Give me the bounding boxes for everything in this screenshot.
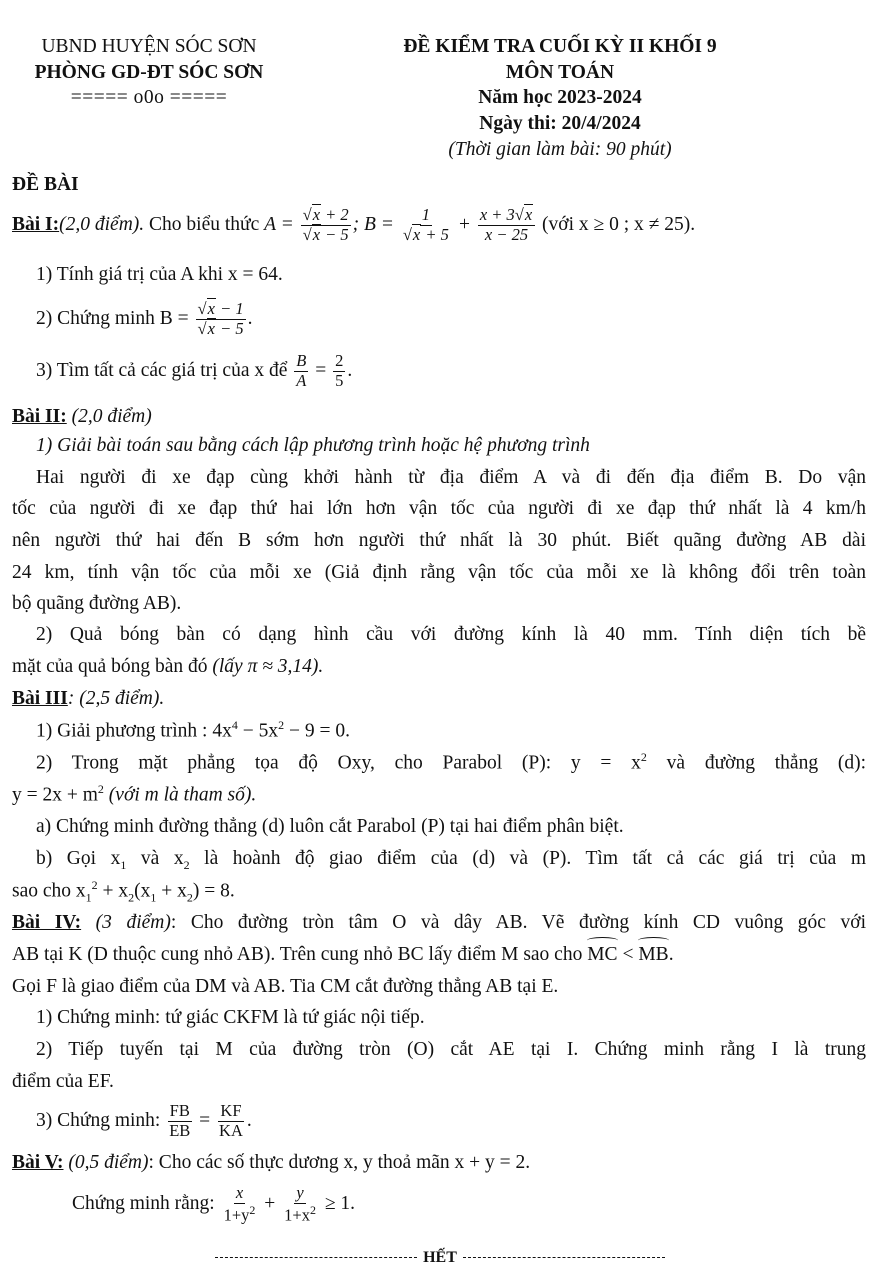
- bai4-p1: [12, 910, 866, 936]
- ratio-kf-ka: $\frac{KF}{KA}$: [219, 1101, 243, 1140]
- header-divider: ===== o0o =====: [70, 87, 228, 109]
- bai4-q3-text: 3) Chứng minh:: [36, 1109, 166, 1131]
- bai1-q2: 2) Chứng minh B = $\frac{√x - 1}{√x - 5}$ .: [36, 299, 253, 338]
- bai1-label: Bài I:: [12, 213, 60, 235]
- ratio-fb-eb: $\frac{FB}{EB}$: [169, 1101, 191, 1140]
- exam-title: ĐỀ KIỂM TRA CUỐI KỲ II KHỐI 9: [403, 36, 717, 57]
- bai4-label: Bài IV:: [12, 912, 82, 933]
- bai5-points: (0,5 điểm): [63, 1152, 149, 1173]
- bai3-q2a-end: và đường thẳng (d):: [646, 752, 866, 774]
- bai3-q2a: 2) Trong mặt phẳng tọa độ Oxy, cho Parabol (P): $y = x^2$ và đường thẳng (d):: [36, 750, 866, 774]
- ratio-b-a: $\frac{B}{A}$: [296, 351, 307, 390]
- formula-a: A = $\frac{√x + 2}{√x - 5}$ ; B = $\frac{1}{√x + 5}$ + $\frac{x + 3√x}{x - 25}$: [264, 214, 542, 235]
- district-name: UBND HUYỆN SÓC SƠN: [41, 36, 257, 57]
- bai4-p1-text: : Cho đường tròn tâm O và dây AB. Vẽ đường kính CD vuông góc với: [170, 912, 866, 933]
- school-header: [18, 34, 280, 111]
- bai3-q2a-text: 2) Trong mặt phẳng tọa độ Oxy, cho Parabol (P): y = x: [36, 752, 641, 774]
- bai2-q2b-text: mặt của quả bóng bàn đó: [12, 656, 213, 677]
- bai5-p2-text: Chứng minh rằng:: [72, 1193, 220, 1215]
- bai4-q1: 1) Chứng minh: tứ giác CKFM là tứ giác nội tiếp.: [36, 1007, 425, 1028]
- bai3-qb1-text: b) Gọi x: [36, 848, 121, 869]
- bai4-p3: Gọi F là giao điểm của DM và AB. Tia CM cắt đường thẳng AB tại E.: [12, 976, 559, 997]
- ratio-value: $\frac{2}{5}$: [335, 351, 344, 390]
- school-year: Năm học 2023-2024: [478, 87, 642, 109]
- bai3-heading: [12, 686, 866, 712]
- bai2-p3: nên người thứ hai đến B sớm hơn người thứ nhất là 30 phút. Biết quãng đường AB dài: [12, 530, 866, 551]
- bai4-p2: AB tại K (D thuộc cung nhỏ AB). Trên cung nhỏ BC lấy điểm M sao cho MC < MB.: [12, 942, 866, 968]
- section-title: ĐỀ BÀI: [12, 174, 79, 195]
- bai2-p5: bộ quãng đường AB).: [12, 593, 182, 614]
- bai5-label: Bài V:: [12, 1152, 64, 1173]
- bai4-p2-text: AB tại K (D thuộc cung nhỏ AB). Trên cung nhỏ BC lấy điểm M sao cho: [12, 944, 588, 965]
- bai4-q2b: điểm của EF.: [12, 1071, 114, 1092]
- bai3-qb2-text: sao cho x: [12, 880, 86, 902]
- bai4-q3: 3) Chứng minh: $\frac{FB}{EB}$ = $\frac{KF}{KA}$ .: [36, 1101, 252, 1140]
- bai3-points: : (2,5 điểm).: [67, 688, 165, 709]
- inequality-term-1: $\frac{x}{1+y^2}$: [223, 1183, 256, 1225]
- bai1-q3: 3) Tìm tất cả các giá trị của x để $\frac{B}{A}$ = $\frac{2}{5}$ .: [36, 351, 353, 390]
- bai5-p2: Chứng minh rằng: $\frac{x}{1+y^2}$ + $\frac{y}{1+x^2}$ ≥ 1.: [72, 1183, 356, 1225]
- bai5-p1-text: : Cho các số thực dương x, y thoả mãn x + y = 2.: [148, 1152, 531, 1173]
- exam-date: Ngày thi: 20/4/2024: [479, 113, 641, 135]
- bai5-p1: [12, 1150, 866, 1176]
- bai3-qb1: b) Gọi $x_1$ và $x_2$ là hoành độ giao điểm của (d) và (P). Tìm tất cả các giá trị của m: [36, 848, 867, 872]
- bai2-label: Bài II:: [12, 406, 67, 427]
- formula-b-simplified: $\frac{√x - 1}{√x - 5}$: [197, 299, 244, 338]
- department-name: PHÒNG GD-ĐT SÓC SƠN: [34, 61, 264, 83]
- end-rule-right: [463, 1257, 665, 1258]
- end-label: HẾT: [423, 1249, 457, 1266]
- bai3-qa: a) Chứng minh đường thẳng (d) luôn cắt Parabol (P) tại hai điểm phân biệt.: [36, 816, 624, 837]
- bai4-q2a: 2) Tiếp tuyến tại M của đường tròn (O) cắt AE tại I. Chứng minh rằng I là trung: [36, 1039, 866, 1060]
- bai2-p2: tốc của người đi xe đạp thứ hai lớn hơn vận tốc của người đi xe đạp thứ nhất là 4 km/h: [12, 498, 866, 519]
- bai3-qb1-mid: và x: [126, 848, 184, 869]
- bai4-points: (3 điểm): [81, 912, 171, 933]
- bai3-q1: 1) Giải phương trình : $4x^4 - 5x^2 - 9 = 0$.: [36, 718, 350, 742]
- bai2-p1: Hai người đi xe đạp cùng khởi hành từ địa điểm A và đi đến địa điểm B. Do vận: [36, 467, 866, 488]
- bai2-points: (2,0 điểm): [66, 406, 152, 427]
- bai2-p4: 24 km, tính vận tốc của mỗi xe (Giả định rằng vận tốc của mỗi xe là không đổi trên toàn: [12, 562, 866, 583]
- end-marker: [215, 1247, 665, 1268]
- bai1-q1: 1) Tính giá trị của A khi x = 64.: [36, 264, 283, 285]
- subject: MÔN TOÁN: [505, 61, 615, 83]
- bai1-statement: [12, 206, 866, 245]
- bai2-sub1: 1) Giải bài toán sau bằng cách lập phương trình hoặc hệ phương trình: [36, 435, 590, 456]
- bai3-q2b-note: (với m là tham số).: [103, 784, 257, 806]
- bai2-heading: [12, 404, 866, 430]
- bai3-qb2: sao cho $x_1^2 + x_2(x_1 + x_2) = 8$.: [12, 878, 235, 905]
- exam-header: [330, 34, 790, 163]
- inequality-term-2: $\frac{y}{1+x^2}$: [284, 1183, 316, 1225]
- bai1-points: (2,0 điểm).: [59, 213, 145, 235]
- bai2-q2a: 2) Quả bóng bàn có dạng hình cầu với đường kính là 40 mm. Tính diện tích bề: [36, 624, 866, 645]
- bai2-q2b: [12, 654, 866, 680]
- bai1-q2-text: 2) Chứng minh B =: [36, 307, 194, 329]
- bai1-intro: Cho biểu thức: [144, 213, 265, 235]
- bai3-q1-text: 1) Giải phương trình : 4x: [36, 720, 232, 742]
- bai1-q3-text: 3) Tìm tất cả các giá trị của x để: [36, 359, 293, 381]
- bai3-q2b-text: y = 2x + m: [12, 784, 98, 806]
- bai3-qb1-end: là hoành độ giao điểm của (d) và (P). Tìm tất cả các giá trị của m: [189, 848, 867, 869]
- bai1-condition: (với x ≥ 0 ; x ≠ 25).: [542, 213, 696, 235]
- bai3-q2b: $y = 2x + m^2$ (với m là tham số).: [12, 782, 257, 806]
- exam-duration: (Thời gian làm bài: 90 phút): [448, 138, 672, 160]
- bai2-pi-note: (lấy π ≈ 3,14).: [212, 656, 324, 677]
- end-rule-left: [215, 1257, 417, 1258]
- bai3-label: Bài III: [12, 688, 68, 709]
